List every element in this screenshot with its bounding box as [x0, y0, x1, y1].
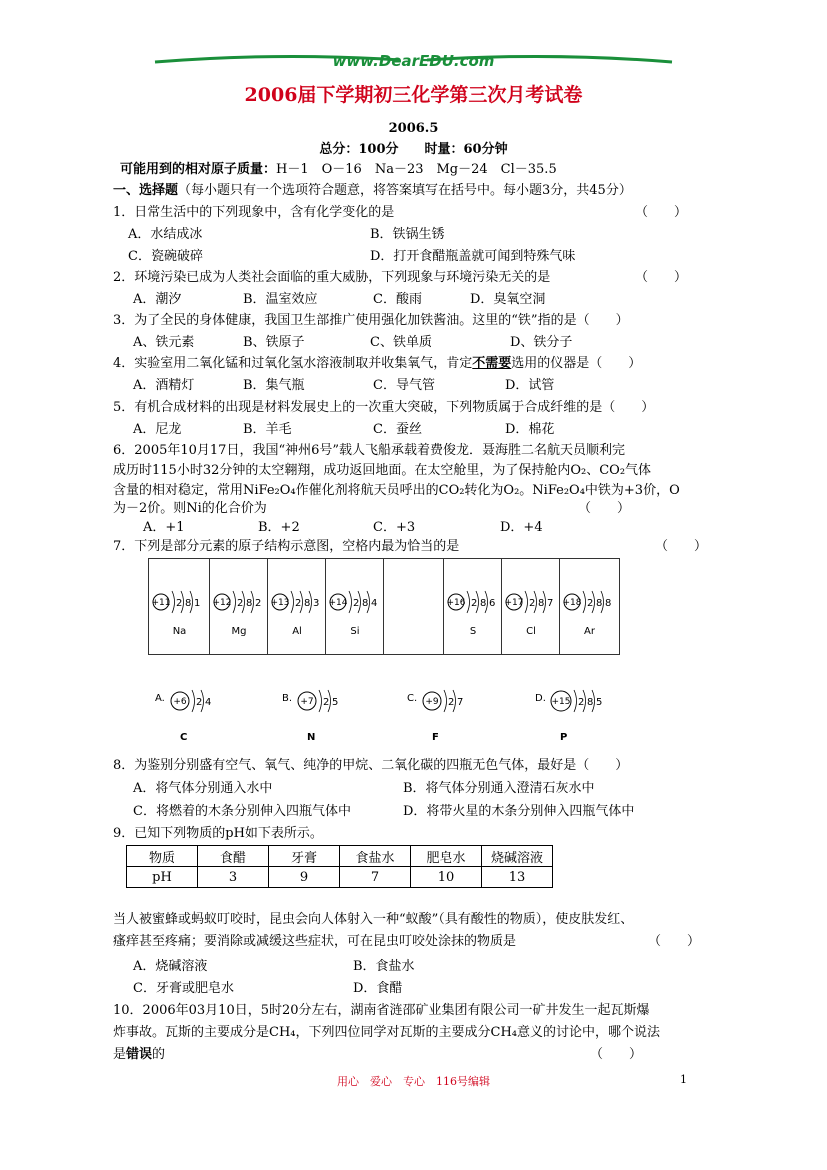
atom-cell: [384, 559, 444, 654]
nucleus-charge: +14: [328, 598, 348, 608]
electron-count: 4: [205, 697, 212, 708]
q9-option-b: B．食盐水: [353, 959, 415, 974]
element-symbol: Mg: [231, 626, 247, 637]
q9-paragraph-1: 当人被蜜蜂或蚂蚁叮咬时，昆虫会向人体射入一种“蚁酸”（具有酸性的物质），使皮肤发红、: [113, 912, 634, 927]
electron-shell-arc: [233, 591, 236, 613]
q2-option-a: A．潮汐: [133, 292, 182, 307]
q10-line-2: 炸事故。瓦斯的主要成分是CH₄，下列四位同学对瓦斯的主要成分CH₄意义的讨论中，哪个说法: [113, 1025, 660, 1040]
q7-option-symbol: C: [180, 732, 188, 743]
q7-option-symbol: N: [307, 732, 316, 743]
atom-diagram: [446, 585, 506, 619]
atomic-mass-values: H－1 O－16 Na－23 Mg－24 Cl－35.5: [276, 162, 557, 177]
q4-option-b: B．集气瓶: [243, 378, 305, 393]
exam-date: 2006.5: [388, 121, 439, 136]
q8-stem: 8．为鉴别分别盛有空气、氧气、纯净的甲烷、二氧化碳的四瓶无色气体，最好是（ ）: [113, 758, 629, 773]
q10-line-3-pre: 是: [113, 1047, 127, 1062]
electron-count: 2: [448, 697, 455, 708]
table-cell: 肥皂水: [411, 846, 482, 867]
atomic-mass-line: [120, 158, 557, 177]
q2-stem: 2．环境污染已成为人类社会面临的重大威胁，下列现象与环境污染无关的是: [113, 270, 551, 285]
element-symbol: Cl: [526, 626, 536, 637]
atom-diagram: [504, 585, 564, 619]
electron-shell-arc: [349, 591, 352, 613]
electron-shell-arc: [172, 591, 175, 613]
q9-option-c: C．牙膏或肥皂水: [133, 981, 234, 996]
q4-option-a: A．酒精灯: [133, 378, 195, 393]
electron-count: 8: [538, 598, 545, 609]
q8-option-b: B．将气体分别通入澄清石灰水中: [403, 781, 595, 796]
q6-option-b: B．+2: [258, 520, 300, 535]
table-cell: 食醋: [198, 846, 269, 867]
electron-count: 2: [353, 598, 360, 609]
atom-cell: [268, 559, 326, 654]
q7-option-letter: B.: [282, 693, 293, 704]
q10-line-3-key: 错误: [126, 1047, 153, 1062]
q1-option-a: A．水结成冰: [128, 227, 203, 242]
q6-option-a: A．+1: [143, 520, 185, 535]
table-cell: 13: [482, 867, 553, 888]
electron-count: 6: [489, 598, 496, 609]
electron-count: 8: [605, 598, 612, 609]
table-cell: 牙膏: [269, 846, 340, 867]
header-url: www.DearEDU.com: [332, 52, 495, 70]
q6-option-d: D．+4: [500, 520, 543, 535]
ph-table-header-row: [127, 846, 553, 867]
q3-option-c: C、铁单质: [370, 335, 432, 350]
table-cell: 食盐水: [340, 846, 411, 867]
atom-cell: [560, 559, 619, 654]
table-cell: pH: [127, 867, 198, 888]
element-symbol: Na: [172, 626, 187, 637]
q7-option-symbol: F: [432, 732, 439, 743]
score-time-line: 总分：100分 时量：60分钟: [319, 142, 508, 157]
q10-answer-bracket[interactable]: （ ）: [590, 1047, 643, 1062]
electron-count: 8: [185, 598, 192, 609]
nucleus-charge: +13: [270, 598, 290, 608]
q10-line-3: [113, 1043, 165, 1062]
q5-option-d: D．棉花: [505, 422, 555, 437]
electron-count: 5: [332, 697, 339, 708]
nucleus-charge: +12: [212, 598, 232, 608]
page-title: 2006届下学期初三化学第三次月考试卷: [244, 84, 583, 106]
q4-stem-key: 不需要: [472, 356, 512, 371]
q3-option-b: B、铁原子: [243, 335, 305, 350]
q6-line-3: 含量的相对稳定，常用NiFe₂O₄作催化剂将航天员呼出的CO₂转化为O₂。NiFe₂O₄中铁为+3价，O: [113, 483, 680, 498]
q2-option-b: B．温室效应: [243, 292, 318, 307]
footer-text: 用心 爱心 专心 116号编辑: [337, 1075, 490, 1088]
q10-line-1: 10．2006年03月10日，5时20分左右，湖南省涟邵矿业集团有限公司一矿井发生一起瓦斯爆: [113, 1003, 650, 1018]
electron-count: 2: [196, 697, 203, 708]
q2-answer-bracket[interactable]: （ ）: [635, 270, 688, 285]
electron-count: 8: [246, 598, 253, 609]
table-cell: 物质: [127, 846, 198, 867]
atom-cell: [444, 559, 502, 654]
nucleus-charge: +7: [300, 697, 314, 707]
electron-shell-arc: [574, 690, 577, 712]
q4-stem-pre: 4．实验室用二氧化锰和过氧化氢水溶液制取并收集氧气，肯定: [113, 356, 473, 371]
electron-count: 2: [587, 598, 594, 609]
q5-option-b: B．羊毛: [243, 422, 292, 437]
nucleus-charge: +11: [151, 598, 171, 608]
electron-shell-arc: [583, 591, 586, 613]
q10-line-3-post: 的: [152, 1047, 166, 1062]
q5-option-a: A．尼龙: [133, 422, 182, 437]
element-symbol: Si: [350, 626, 360, 637]
electron-count: 2: [176, 598, 183, 609]
q6-line-1: 6．2005年10月17日，我国“神州6号”载人飞船承载着费俊龙．聂海胜二名航天员顺利完: [113, 443, 626, 458]
electron-count: 4: [371, 598, 378, 609]
section-instructions: （每小题只有一个选项符合题意，将答案填写在括号中。每小题3分，共45分）: [178, 183, 632, 198]
electron-count: 2: [295, 598, 302, 609]
atom-cell: [326, 559, 384, 654]
q1-option-c: C．瓷碗破碎: [128, 249, 203, 264]
q5-option-c: C．蚕丝: [373, 422, 422, 437]
electron-count: 2: [255, 598, 262, 609]
q5-stem: 5．有机合成材料的出现是材料发展史上的一次重大突破，下列物质属于合成纤维的是（ ）: [113, 400, 655, 415]
atom-diagram: [328, 585, 388, 619]
electron-count: 8: [596, 598, 603, 609]
q8-option-d: D．将带火星的木条分别伸入四瓶气体中: [403, 804, 635, 819]
q7-option-letter: D.: [535, 693, 546, 704]
nucleus-charge: +18: [562, 598, 582, 608]
atom-diagram: [151, 585, 211, 619]
nucleus-charge: +9: [425, 697, 439, 707]
ph-table: [126, 845, 553, 888]
electron-count: 2: [237, 598, 244, 609]
atom-diagram: [270, 585, 330, 619]
electron-count: 8: [480, 598, 487, 609]
q6-line-2: 成历时115小时32分钟的太空翱翔，成功返回地面。在太空舱里，为了保持舱内O₂、CO₂气体: [113, 463, 652, 478]
nucleus-charge: +15: [551, 697, 571, 707]
atom-diagram: [562, 585, 622, 619]
q8-option-c: C．将燃着的木条分别伸入四瓶气体中: [133, 804, 351, 819]
nucleus-charge: +6: [173, 697, 187, 707]
q6-line-4: 为－2价。则Ni的化合价为: [113, 501, 267, 516]
q7-option-symbol: P: [560, 732, 568, 743]
q7-stem: 7．下列是部分元素的原子结构示意图，空格内最为恰当的是: [113, 539, 460, 554]
q3-stem: 3．为了全民的身体健康，我国卫生部推广使用强化加铁酱油。这里的“铁”指的是（ ）: [113, 313, 629, 328]
q1-answer-bracket[interactable]: （ ）: [635, 205, 688, 220]
electron-count: 1: [194, 598, 201, 609]
electron-count: 8: [362, 598, 369, 609]
element-symbol: Ar: [584, 626, 595, 637]
atom-cell: [502, 559, 560, 654]
q4-option-d: D．试管: [505, 378, 555, 393]
atom-diagram: [212, 585, 272, 619]
q1-stem: 1．日常生活中的下列现象中，含有化学变化的是: [113, 205, 395, 220]
q2-option-d: D．臭氧空洞: [470, 292, 546, 307]
q4-option-c: C．导气管: [373, 378, 435, 393]
electron-count: 2: [471, 598, 478, 609]
electron-shell-arc: [444, 690, 447, 712]
atom-diagram: [549, 684, 609, 718]
q9-answer-bracket[interactable]: （ ）: [648, 934, 701, 949]
electron-count: 3: [313, 598, 320, 609]
q2-option-c: C．酸雨: [373, 292, 422, 307]
q7-option-letter: C.: [407, 693, 418, 704]
atom-cell: [149, 559, 210, 654]
electron-count: 5: [596, 697, 603, 708]
electron-count: 2: [529, 598, 536, 609]
section-title: 一、选择题: [113, 183, 179, 198]
table-cell: 9: [269, 867, 340, 888]
page-number: 1: [680, 1073, 687, 1086]
atom-diagram: [169, 684, 229, 718]
q9-option-d: D．食醋: [353, 981, 403, 996]
electron-shell-arc: [525, 591, 528, 613]
q9-paragraph-2: 瘙痒甚至疼痛；要消除或减缓这些症状，可在昆虫叮咬处涂抹的物质是: [113, 934, 517, 949]
q7-option-letter: A.: [155, 693, 165, 704]
q4-stem: [113, 352, 641, 371]
table-cell: 10: [411, 867, 482, 888]
q1-option-b: B．铁锅生锈: [370, 227, 445, 242]
nucleus-charge: +17: [504, 598, 524, 608]
q8-option-a: A．将气体分别通入水中: [133, 781, 273, 796]
electron-count: 7: [547, 598, 554, 609]
atom-cell: [210, 559, 268, 654]
q7-answer-bracket[interactable]: （ ）: [655, 539, 708, 554]
electron-count: 8: [304, 598, 311, 609]
electron-shell-arc: [467, 591, 470, 613]
electron-shell-arc: [291, 591, 294, 613]
electron-count: 2: [323, 697, 330, 708]
electron-count: 7: [457, 697, 464, 708]
q9-option-a: A．烧碱溶液: [133, 959, 208, 974]
electron-shell-arc: [192, 690, 195, 712]
electron-count: 8: [587, 697, 594, 708]
atomic-structure-figure: [148, 558, 620, 655]
atom-diagram: [421, 684, 481, 718]
electron-shell-arc: [319, 690, 322, 712]
table-cell: 7: [340, 867, 411, 888]
atom-diagram: [296, 684, 356, 718]
q6-option-c: C．+3: [373, 520, 416, 535]
ph-table-value-row: [127, 867, 553, 888]
nucleus-charge: +16: [446, 598, 466, 608]
element-symbol: S: [469, 626, 477, 637]
element-symbol: Al: [292, 626, 302, 637]
q3-option-d: D、铁分子: [510, 335, 573, 350]
table-cell: 烧碱溶液: [482, 846, 553, 867]
q1-option-d: D．打开食醋瓶盖就可闻到特殊气味: [370, 249, 576, 264]
table-cell: 3: [198, 867, 269, 888]
atomic-mass-label: 可能用到的相对原子质量：: [120, 162, 277, 177]
section-heading: [113, 179, 632, 198]
q4-stem-post: 选用的仪器是（ ）: [511, 356, 642, 371]
electron-count: 2: [578, 697, 585, 708]
q9-stem: 9．已知下列物质的pH如下表所示。: [113, 826, 323, 841]
q6-answer-bracket[interactable]: （ ）: [578, 501, 631, 516]
q3-option-a: A、铁元素: [133, 335, 195, 350]
